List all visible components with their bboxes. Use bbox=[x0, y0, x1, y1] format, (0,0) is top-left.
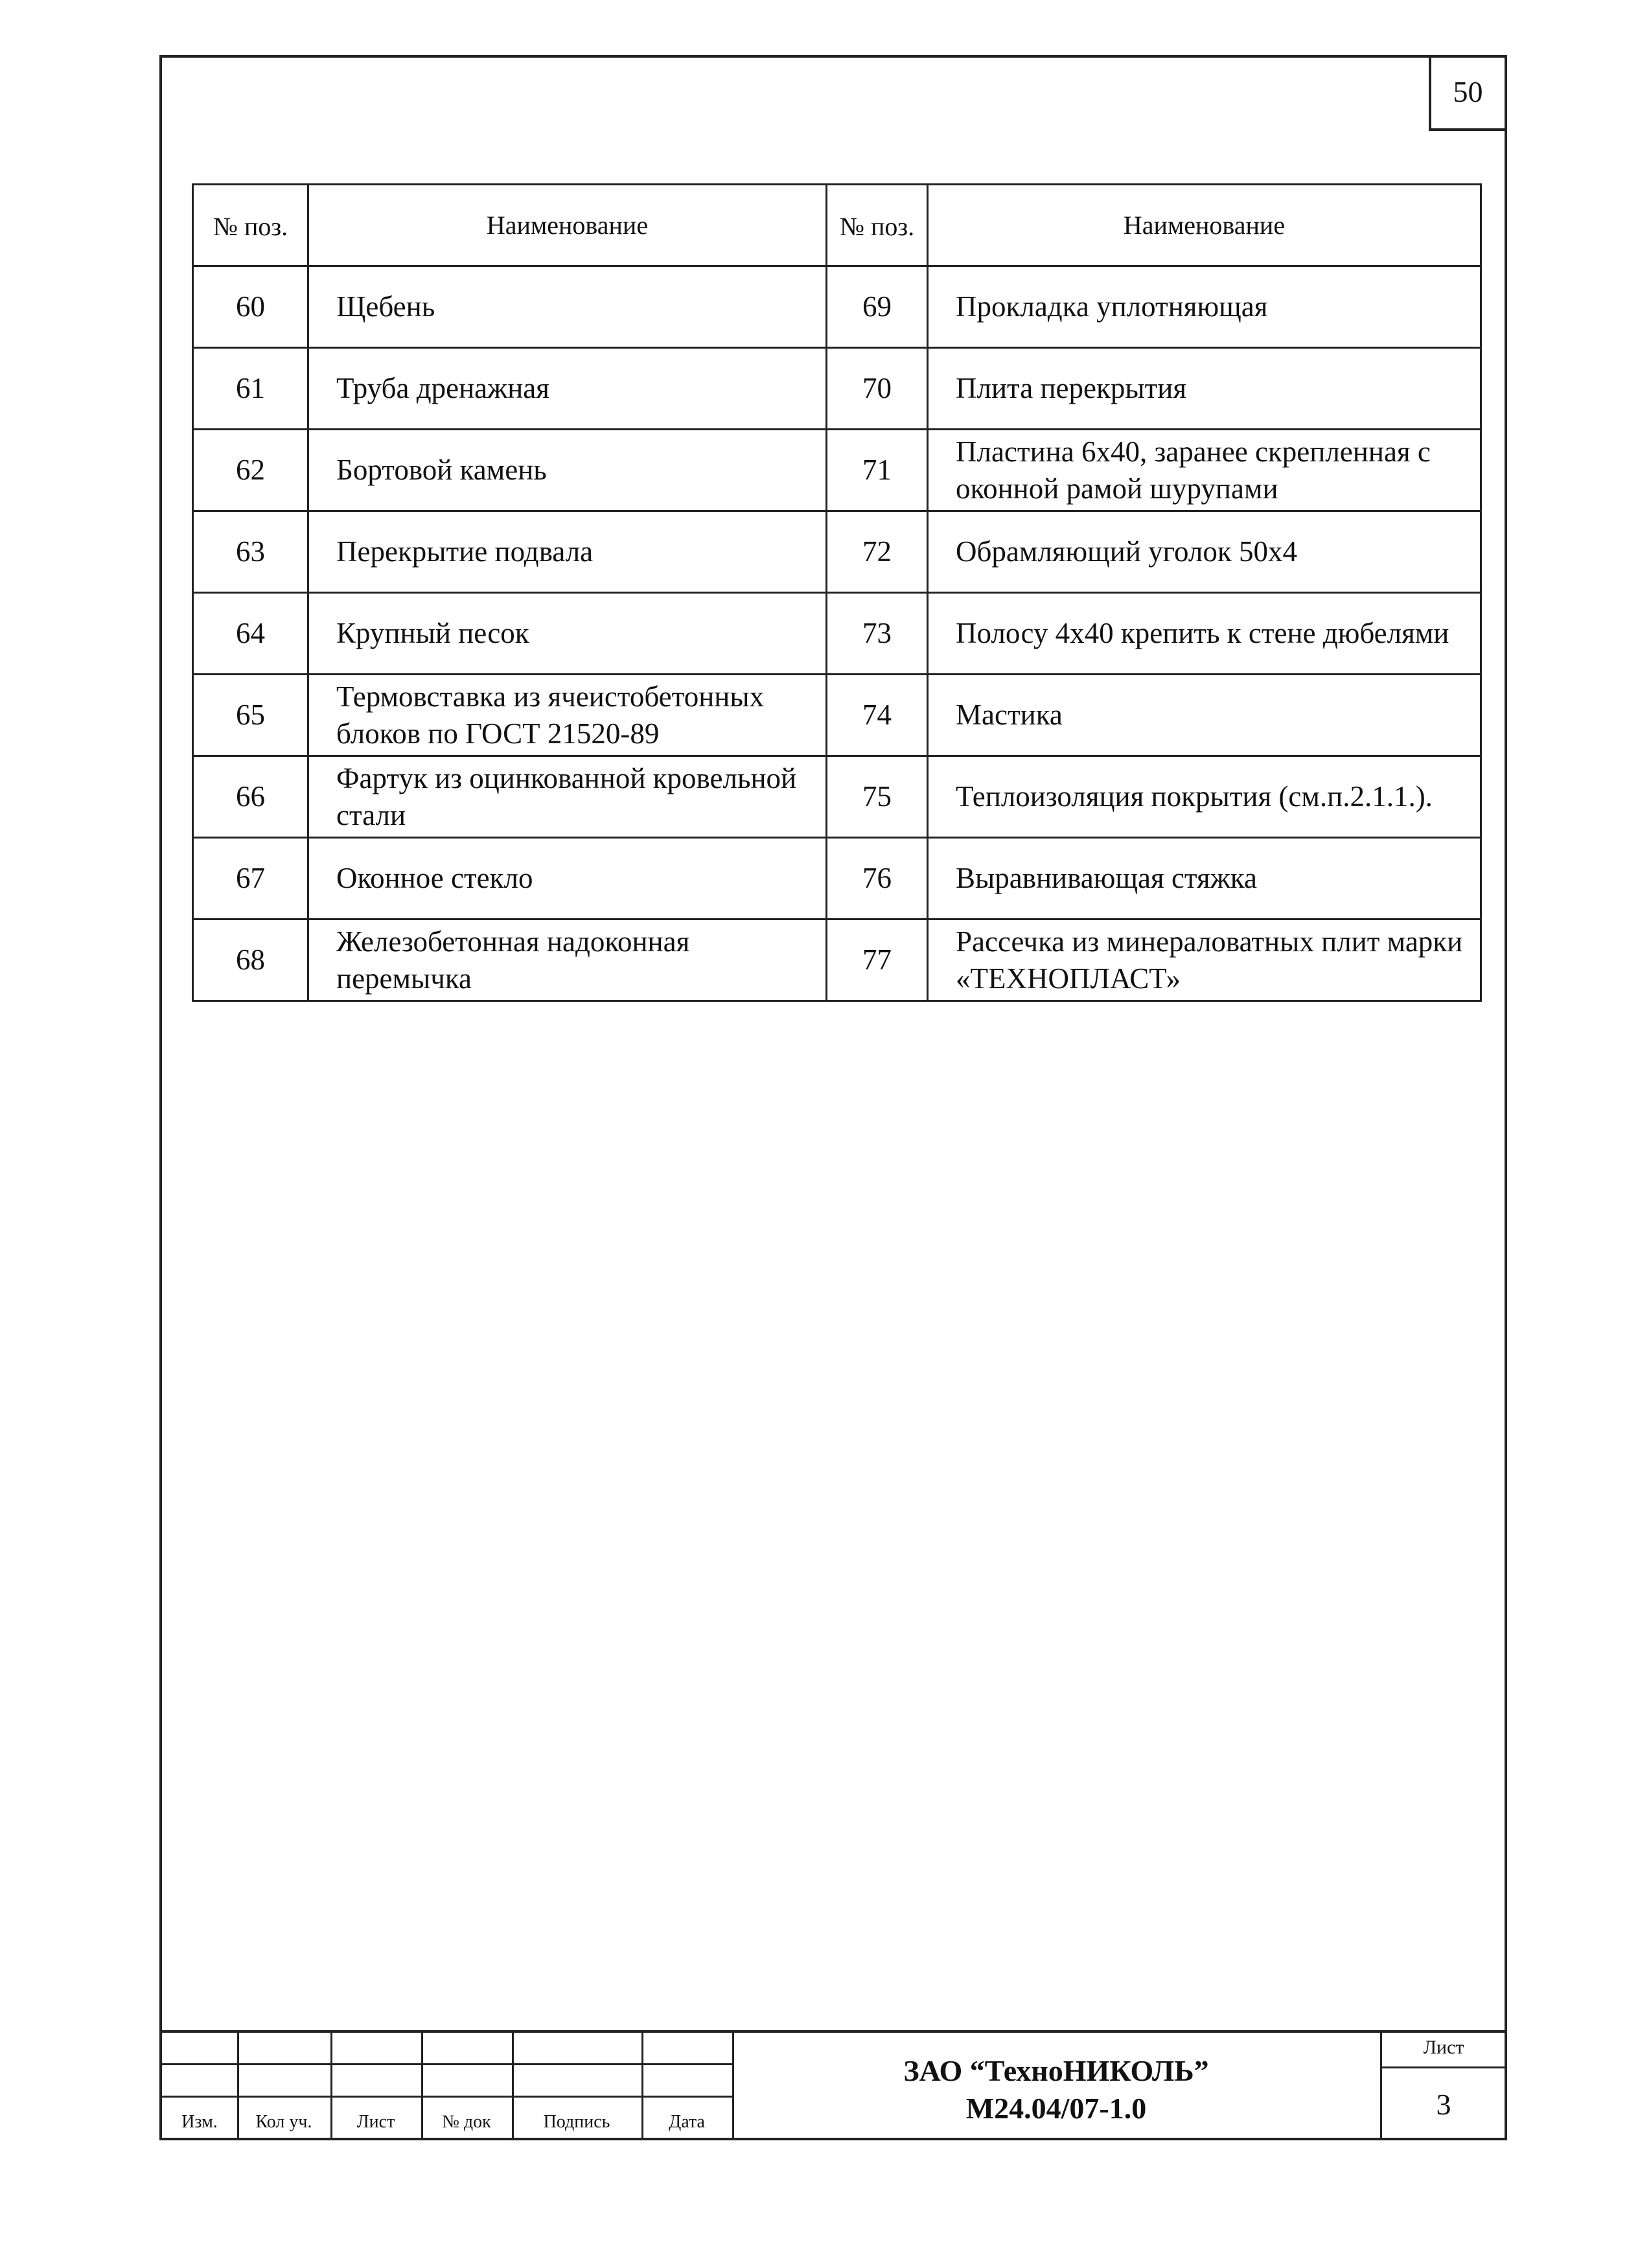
page-number: 50 bbox=[1429, 55, 1507, 131]
company-block bbox=[732, 2052, 1380, 2127]
col-label-izm: Изм. bbox=[181, 2112, 218, 2132]
pos-cell: 60 bbox=[193, 266, 308, 348]
grid-line bbox=[162, 2096, 732, 2098]
col-label-kol-uch: Кол уч. bbox=[255, 2112, 312, 2132]
name-cell: Фартук из оцинкованной кровельной стали bbox=[308, 756, 827, 838]
header-name-left: Наименование bbox=[308, 185, 827, 266]
sheet-number: 3 bbox=[1436, 2088, 1451, 2121]
pos-cell: 65 bbox=[193, 675, 308, 756]
pos-cell: 70 bbox=[827, 348, 928, 430]
pos-cell: 64 bbox=[193, 593, 308, 675]
name-cell: Выравнивающая стяжка bbox=[928, 838, 1481, 920]
header-pos-right: № поз. bbox=[827, 185, 928, 266]
company-name: ЗАО “ТехноНИКОЛЬ” bbox=[903, 2054, 1209, 2087]
header-pos-left: № поз. bbox=[193, 185, 308, 266]
table-row bbox=[193, 511, 1481, 593]
pos-cell: 61 bbox=[193, 348, 308, 430]
specification-table bbox=[192, 183, 1482, 1002]
title-block bbox=[162, 2030, 1507, 2140]
pos-cell: 62 bbox=[193, 430, 308, 511]
name-cell: Теплоизоляция покрытия (см.п.2.1.1.). bbox=[928, 756, 1481, 838]
pos-cell: 76 bbox=[827, 838, 928, 920]
name-cell: Полосу 4х40 крепить к стене дюбелями bbox=[928, 593, 1481, 675]
pos-cell: 68 bbox=[193, 920, 308, 1001]
name-cell: Железобетонная надоконная перемычка bbox=[308, 920, 827, 1001]
name-cell: Перекрытие подвала bbox=[308, 511, 827, 593]
table-row bbox=[193, 593, 1481, 675]
name-cell: Прокладка уплотняющая bbox=[928, 266, 1481, 348]
table-row bbox=[193, 756, 1481, 838]
pos-cell: 73 bbox=[827, 593, 928, 675]
table-row bbox=[193, 675, 1481, 756]
document-code: М24.04/07-1.0 bbox=[965, 2091, 1147, 2125]
pos-cell: 69 bbox=[827, 266, 928, 348]
name-cell: Обрамляющий уголок 50х4 bbox=[928, 511, 1481, 593]
table-row bbox=[193, 348, 1481, 430]
name-cell: Бортовой камень bbox=[308, 430, 827, 511]
table-row bbox=[193, 920, 1481, 1001]
pos-cell: 66 bbox=[193, 756, 308, 838]
name-cell: Плита перекрытия bbox=[928, 348, 1481, 430]
name-cell: Пластина 6х40, заранее скрепленная с оконной рамой шурупами bbox=[928, 430, 1481, 511]
table-row bbox=[193, 430, 1481, 511]
name-cell: Оконное стекло bbox=[308, 838, 827, 920]
pos-cell: 75 bbox=[827, 756, 928, 838]
col-label-signature: Подпись bbox=[543, 2112, 610, 2132]
name-cell: Термовставка из ячеистобетонных блоков по ГОСТ 21520-89 bbox=[308, 675, 827, 756]
name-cell: Труба дренажная bbox=[308, 348, 827, 430]
table-row bbox=[193, 838, 1481, 920]
pos-cell: 71 bbox=[827, 430, 928, 511]
pos-cell: 67 bbox=[193, 838, 308, 920]
grid-line bbox=[162, 2063, 732, 2065]
name-cell: Рассечка из минераловатных плит марки «ТЕХНОПЛАСТ» bbox=[928, 920, 1481, 1001]
name-cell: Крупный песок bbox=[308, 593, 827, 675]
pos-cell: 77 bbox=[827, 920, 928, 1001]
col-label-list: Лист bbox=[356, 2112, 395, 2132]
col-label-doc-no: № док bbox=[442, 2112, 491, 2132]
sheet-label: Лист bbox=[1423, 2037, 1464, 2058]
table-row bbox=[193, 266, 1481, 348]
pos-cell: 74 bbox=[827, 675, 928, 756]
col-label-date: Дата bbox=[669, 2112, 705, 2132]
header-name-right: Наименование bbox=[928, 185, 1481, 266]
name-cell: Щебень bbox=[308, 266, 827, 348]
name-cell: Мастика bbox=[928, 675, 1481, 756]
table-header-row bbox=[193, 185, 1481, 266]
pos-cell: 72 bbox=[827, 511, 928, 593]
pos-cell: 63 bbox=[193, 511, 308, 593]
